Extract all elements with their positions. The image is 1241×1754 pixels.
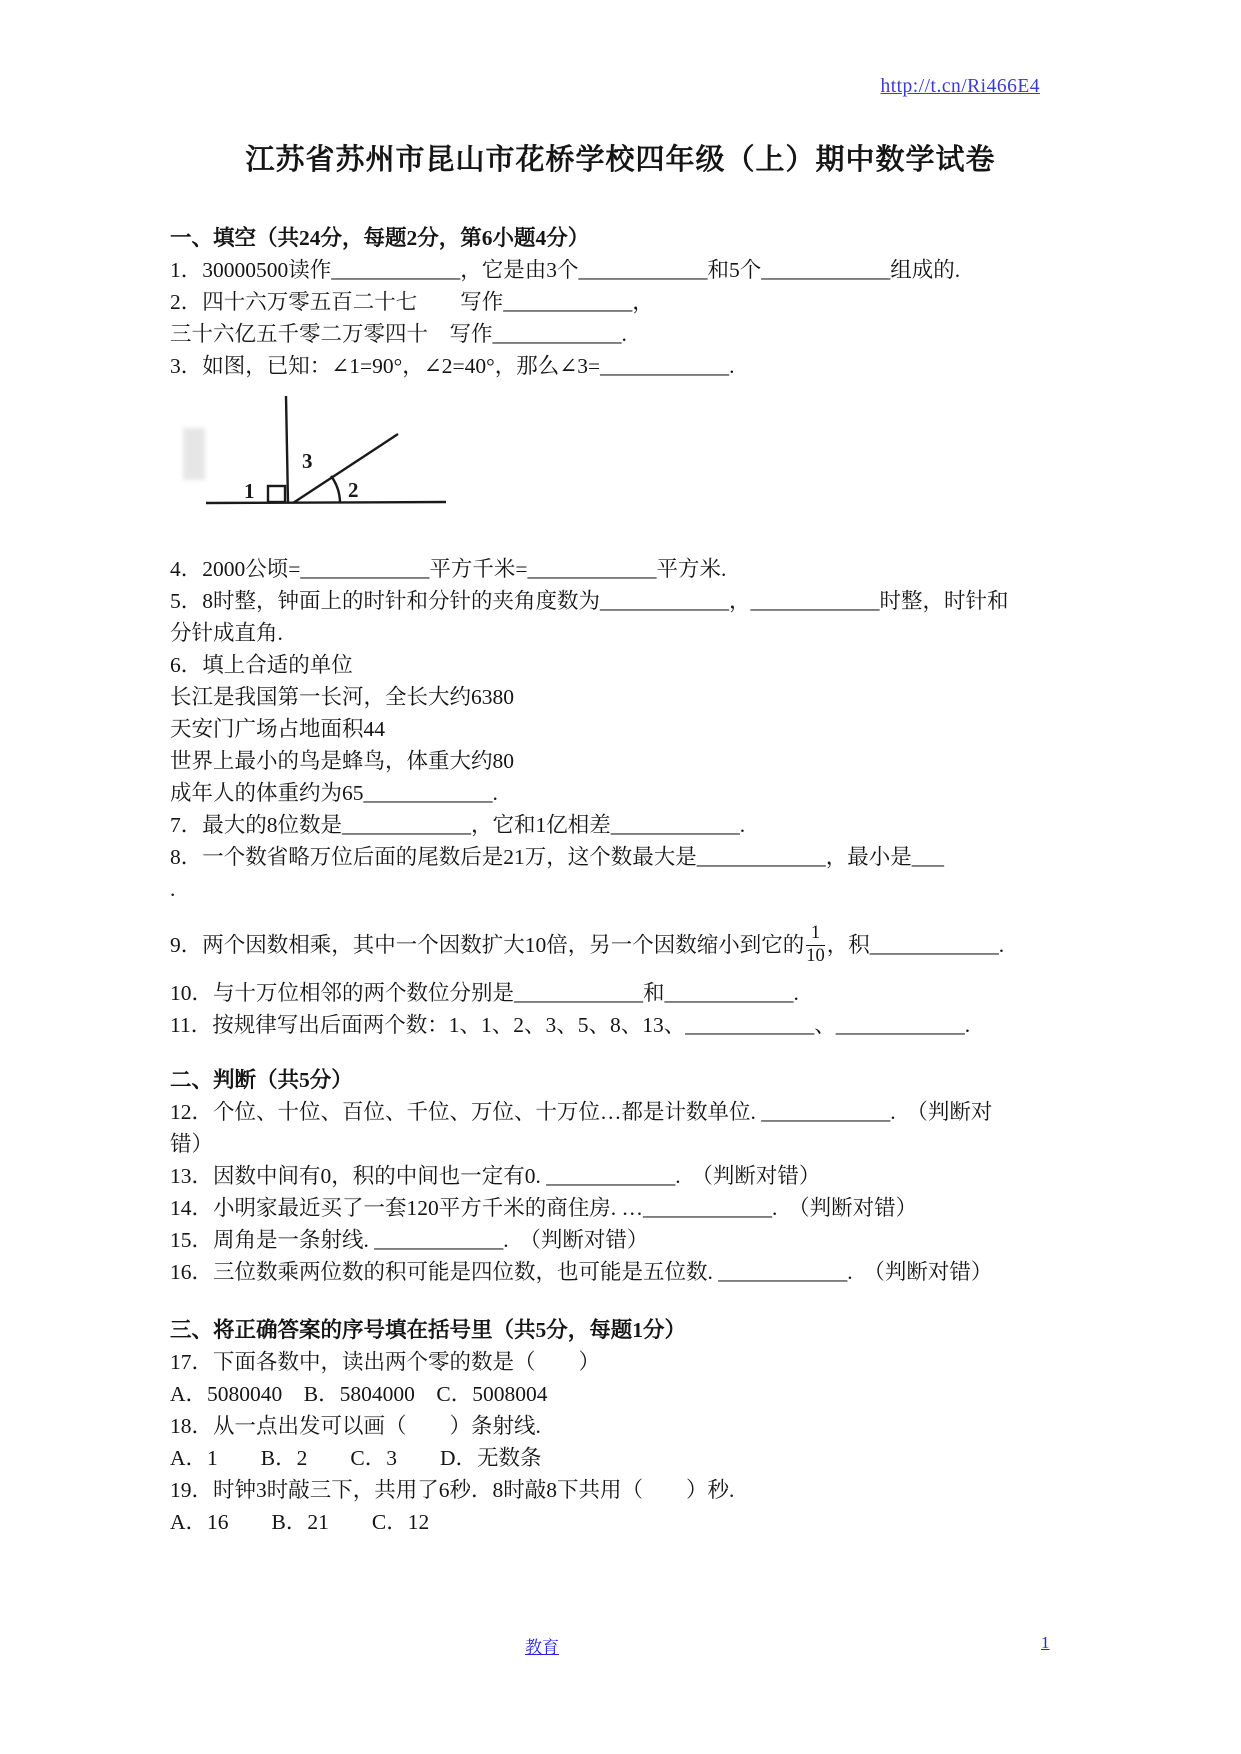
page-title: 江苏省苏州市昆山市花桥学校四年级（上）期中数学试卷 <box>245 144 996 176</box>
question-9 <box>170 919 1076 971</box>
question-2-line-1: 2．四十六万零五百二十七 写作____________， <box>170 290 654 314</box>
question-14: 14．小明家最近买了一套120平方千米的商住房. …____________. （判断对错） <box>170 1196 918 1220</box>
question-1: 1．30000500读作____________，它是由3个____________和5个____________组成的. <box>170 258 961 282</box>
question-12-line-2: 错） <box>170 1132 214 1156</box>
footer-page-number[interactable]: 1 <box>1041 1633 1050 1652</box>
fraction-denominator: 10 <box>806 945 825 966</box>
question-18-options: A．1 B．2 C．3 D．无数条 <box>170 1446 542 1470</box>
question-6-item-2: 天安门广场占地面积44 <box>170 717 386 741</box>
question-19-options: A．16 B．21 C．12 <box>170 1510 430 1534</box>
section-2-heading: 二、判断（共5分） <box>170 1068 353 1092</box>
question-15: 15．周角是一条射线. ____________. （判断对错） <box>170 1228 649 1252</box>
section-1-heading: 一、填空（共24分，每题2分，第6小题4分） <box>170 226 590 250</box>
question-17: 17．下面各数中，读出两个零的数是（ ） <box>170 1350 601 1374</box>
angle-1-label: 1 <box>244 479 255 503</box>
question-6-item-1: 长江是我国第一长河，全长大约6380 <box>170 685 515 709</box>
vertical-ray <box>286 396 288 503</box>
question-9-text-before: 9．两个因数相乘，其中一个因数扩大10倍，另一个因数缩小到它的 <box>170 933 805 957</box>
angle-2-label: 2 <box>348 478 359 502</box>
angle-2-arc <box>331 476 340 502</box>
fraction-numerator: 1 <box>806 924 825 945</box>
question-18: 18．从一点出发可以画（ ）条射线. <box>170 1414 541 1438</box>
question-11: 11．按规律写出后面两个数：1、1、2、3、5、8、13、____________、____________. <box>170 1013 971 1037</box>
question-8-line-2: . <box>170 877 176 901</box>
question-16: 16．三位数乘两位数的积可能是四位数，也可能是五位数. ____________. （判断对错） <box>170 1260 993 1284</box>
question-3: 3．如图，已知：∠1=90°，∠2=40°，那么∠3=____________. <box>170 354 735 378</box>
document-body <box>170 222 1076 1538</box>
question-17-options: A．5080040 B．5804000 C．5008004 <box>170 1382 548 1406</box>
question-2-line-2: 三十六亿五千零二万零四十 写作____________. <box>170 322 627 346</box>
question-5-line-1: 5．8时整，钟面上的时针和分针的夹角度数为____________，____________时整，时针和 <box>170 589 1009 613</box>
question-12-line-1: 12．个位、十位、百位、千位、万位、十万位…都是计数单位. ____________. （判断对 <box>170 1100 993 1124</box>
source-url-link[interactable]: http://t.cn/Ri466E4 <box>880 76 1040 97</box>
right-angle-marker <box>268 486 285 502</box>
question-13: 13．因数中间有0，积的中间也一定有0. ____________. （判断对错） <box>170 1164 821 1188</box>
question-6-item-4: 成年人的体重约为65____________. <box>170 781 498 805</box>
question-10: 10．与十万位相邻的两个数位分别是____________和____________. <box>170 981 799 1005</box>
question-7: 7．最大的8位数是____________，它和1亿相差____________. <box>170 813 746 837</box>
angle-3-label: 3 <box>302 449 313 473</box>
question-9-text-after: ，积____________. <box>826 933 1005 957</box>
section-3-heading: 三、将正确答案的序号填在括号里（共5分，每题1分） <box>170 1318 687 1342</box>
angle-figure-svg <box>198 390 453 522</box>
question-6-item-3: 世界上最小的鸟是蜂鸟，体重大约80 <box>170 749 515 773</box>
question-5-line-2: 分针成直角. <box>170 621 283 645</box>
footer-education-link[interactable]: 教育 <box>525 1638 559 1657</box>
angle-figure <box>170 390 1076 553</box>
question-19: 19．时钟3时敲三下，共用了6秒．8时敲8下共用（ ）秒. <box>170 1478 735 1502</box>
question-4: 4．2000公顷=____________平方千米=____________平方米. <box>170 557 727 581</box>
question-6: 6．填上合适的单位 <box>170 653 353 677</box>
fraction-one-tenth <box>806 924 825 966</box>
question-8-line-1: 8．一个数省略万位后面的尾数后是21万，这个数最大是____________，最小是___ <box>170 845 945 869</box>
horizontal-ray <box>206 502 446 503</box>
